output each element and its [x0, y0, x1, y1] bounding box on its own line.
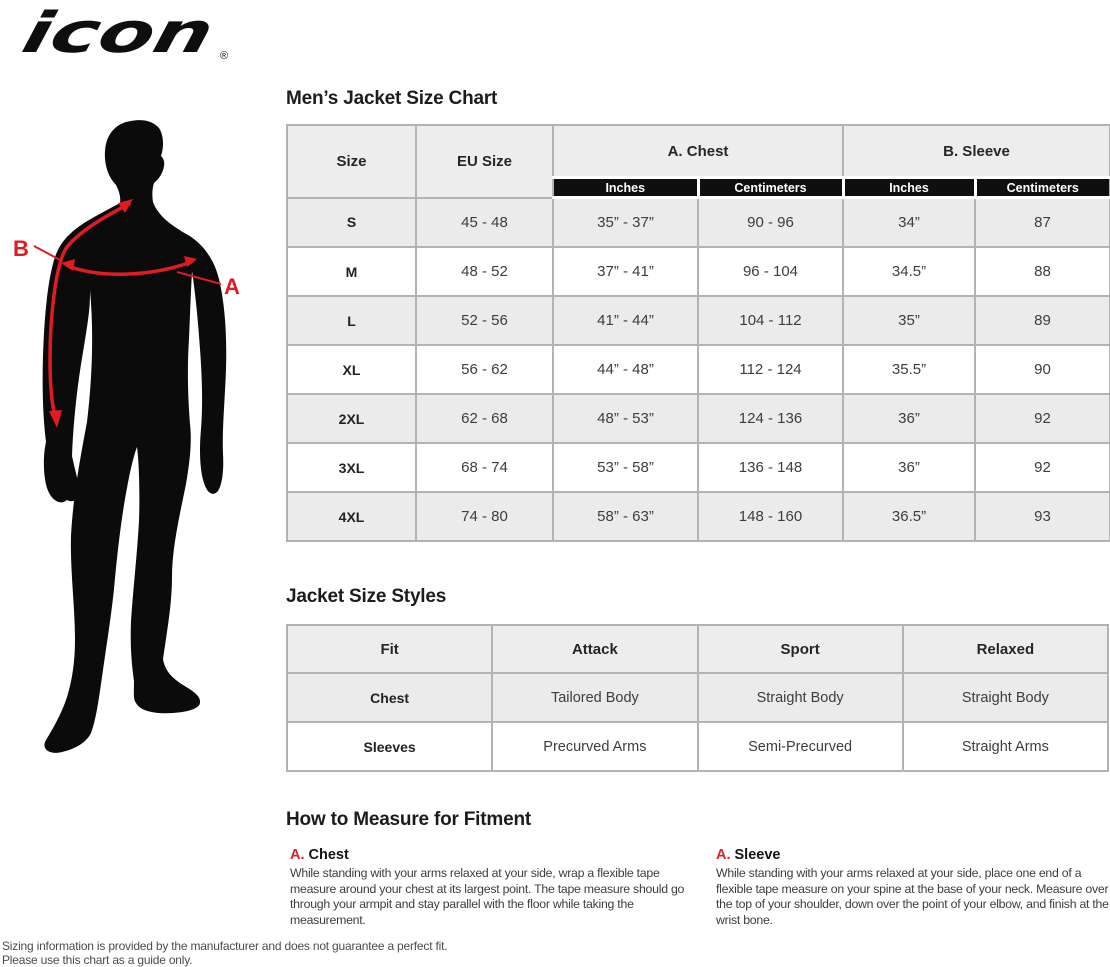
measure-title: How to Measure for Fitment	[286, 809, 531, 830]
measurement-figure	[0, 100, 280, 760]
chest-cm-cell: 96 - 104	[698, 247, 843, 296]
sleeve-cm-cell: 92	[975, 443, 1110, 492]
measure-chest-text: While standing with your arms relaxed at your side, wrap a flexible tape measure around your chest at its largest point. The tape measure should go through your armpit and stay parallel with the floor while taking the measurement.	[290, 866, 685, 927]
size-row-2xl	[287, 394, 1110, 443]
measure-chest-name: Chest	[308, 847, 349, 863]
size-row-4xl	[287, 492, 1110, 541]
size-cell: 2XL	[287, 394, 416, 443]
col-header-chest: A. Chest	[553, 125, 843, 178]
styles-row-sleeves	[287, 722, 1108, 771]
sleeve-cm-cell: 88	[975, 247, 1110, 296]
size-row-l	[287, 296, 1110, 345]
style-cell: Straight Body	[698, 673, 903, 722]
sleeve-in-cell: 34”	[843, 198, 975, 248]
chest-in-cell: 37” - 41”	[553, 247, 698, 296]
chest-cm-cell: 112 - 124	[698, 345, 843, 394]
measure-sleeve-text: While standing with your arms relaxed at your side, place one end of a flexible tape measure on your spine at the base of your neck. Measure over the top of your shoulder, down over the point of your elbow, and finish at the wrist bone.	[716, 866, 1109, 927]
disclaimer-line-1: Sizing information is provided by the manufacturer and does not guarantee a perfect fit.	[2, 939, 448, 953]
col-header-eu-size: EU Size	[416, 125, 553, 198]
style-cell: Semi-Precurved	[698, 722, 903, 771]
eu-cell: 56 - 62	[416, 345, 553, 394]
style-cell: Precurved Arms	[492, 722, 697, 771]
col-header-sleeve: B. Sleeve	[843, 125, 1110, 178]
styles-row-chest	[287, 673, 1108, 722]
size-row-m	[287, 247, 1110, 296]
male-silhouette	[43, 120, 227, 753]
sleeve-cm-cell: 90	[975, 345, 1110, 394]
sleeve-cm-cell: 87	[975, 198, 1110, 248]
sleeve-cm-cell: 92	[975, 394, 1110, 443]
size-row-3xl	[287, 443, 1110, 492]
eu-cell: 52 - 56	[416, 296, 553, 345]
chest-in-cell: 41” - 44”	[553, 296, 698, 345]
measure-sleeve-letter: A.	[716, 847, 731, 863]
size-row-s	[287, 198, 1110, 248]
col-header-size: Size	[287, 125, 416, 198]
measure-chest-letter: A.	[290, 847, 305, 863]
eu-cell: 74 - 80	[416, 492, 553, 541]
eu-cell: 48 - 52	[416, 247, 553, 296]
size-chart-table	[286, 124, 1110, 542]
measure-sleeve-name: Sleeve	[734, 847, 781, 863]
jacket-styles-table	[286, 624, 1109, 772]
sleeve-in-cell: 36.5”	[843, 492, 975, 541]
unit-header: Centimeters	[975, 178, 1110, 198]
chest-cm-cell: 90 - 96	[698, 198, 843, 248]
measure-sleeve-heading	[716, 847, 1110, 863]
col-header-attack: Attack	[492, 625, 697, 673]
chest-in-cell: 44” - 48”	[553, 345, 698, 394]
measure-chest-heading	[290, 847, 707, 863]
unit-header: Inches	[553, 178, 698, 198]
styles-header-row	[287, 625, 1108, 673]
measure-instruction-sleeve	[716, 847, 1110, 928]
style-cell: Straight Body	[903, 673, 1108, 722]
chest-cm-cell: 148 - 160	[698, 492, 843, 541]
style-cell: Straight Arms	[903, 722, 1108, 771]
icon-logo-text: icon	[16, 2, 164, 64]
eu-cell: 45 - 48	[416, 198, 553, 248]
sleeve-in-cell: 34.5”	[843, 247, 975, 296]
chest-in-cell: 58” - 63”	[553, 492, 698, 541]
chest-in-cell: 48” - 53”	[553, 394, 698, 443]
col-header-fit: Fit	[287, 625, 492, 673]
label-a: A	[224, 274, 240, 299]
size-cell: M	[287, 247, 416, 296]
measure-instruction-chest	[290, 847, 707, 928]
size-header-row	[287, 125, 1110, 178]
sleeve-cm-cell: 93	[975, 492, 1110, 541]
size-cell: 3XL	[287, 443, 416, 492]
label-b: B	[13, 236, 29, 261]
chest-cm-cell: 124 - 136	[698, 394, 843, 443]
style-row-label: Chest	[287, 673, 492, 722]
male-silhouette-svg	[0, 100, 280, 760]
chest-cm-cell: 136 - 148	[698, 443, 843, 492]
size-cell: S	[287, 198, 416, 248]
eu-cell: 62 - 68	[416, 394, 553, 443]
size-cell: 4XL	[287, 492, 416, 541]
chest-cm-cell: 104 - 112	[698, 296, 843, 345]
registered-mark: ®	[220, 50, 229, 62]
size-cell: L	[287, 296, 416, 345]
sleeve-in-cell: 36”	[843, 443, 975, 492]
icon-logo-svg	[2, 2, 232, 64]
unit-header: Inches	[843, 178, 975, 198]
size-chart-title: Men’s Jacket Size Chart	[286, 88, 498, 109]
chest-in-cell: 53” - 58”	[553, 443, 698, 492]
size-cell: XL	[287, 345, 416, 394]
col-header-sport: Sport	[698, 625, 903, 673]
sleeve-in-cell: 35”	[843, 296, 975, 345]
style-cell: Tailored Body	[492, 673, 697, 722]
col-header-relaxed: Relaxed	[903, 625, 1108, 673]
style-row-label: Sleeves	[287, 722, 492, 771]
sleeve-in-cell: 36”	[843, 394, 975, 443]
size-row-xl	[287, 345, 1110, 394]
icon-logo	[2, 2, 232, 64]
unit-header: Centimeters	[698, 178, 843, 198]
sleeve-cm-cell: 89	[975, 296, 1110, 345]
sleeve-in-cell: 35.5”	[843, 345, 975, 394]
disclaimer-line-2: Please use this chart as a guide only.	[2, 953, 193, 967]
eu-cell: 68 - 74	[416, 443, 553, 492]
chest-in-cell: 35” - 37”	[553, 198, 698, 248]
styles-title: Jacket Size Styles	[286, 586, 447, 607]
sizing-disclaimer	[2, 939, 447, 967]
